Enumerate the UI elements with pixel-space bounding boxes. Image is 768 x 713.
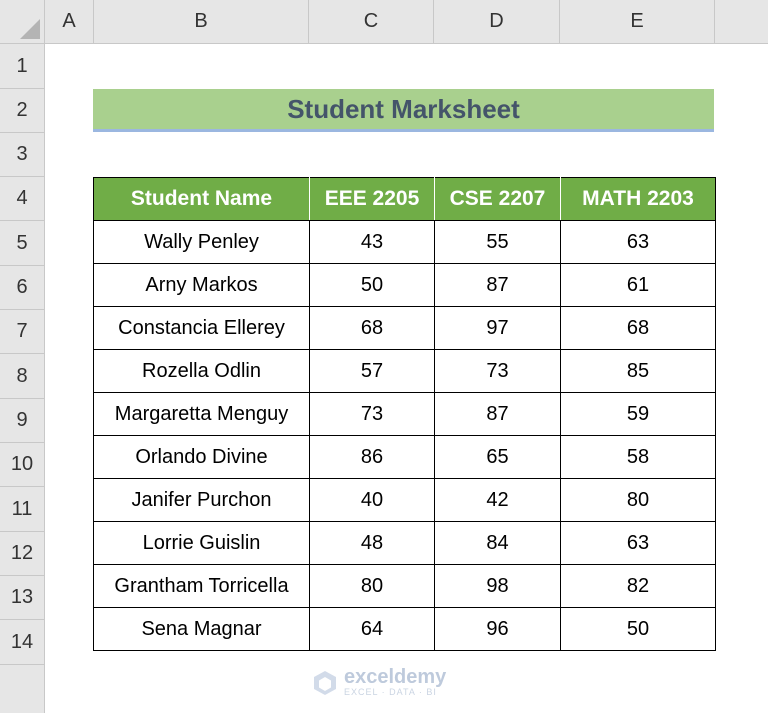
column-header-d[interactable]: D: [434, 0, 560, 44]
cell-student-name[interactable]: Orlando Divine: [94, 436, 310, 479]
cell-student-name[interactable]: Margaretta Menguy: [94, 393, 310, 436]
cell-student-name[interactable]: Janifer Purchon: [94, 479, 310, 522]
cell-cse[interactable]: 87: [435, 264, 561, 307]
row-header-7[interactable]: 7: [0, 310, 45, 354]
row-header-13[interactable]: 13: [0, 576, 45, 620]
cell-eee[interactable]: 80: [310, 565, 435, 608]
cell-student-name[interactable]: Sena Magnar: [94, 608, 310, 651]
row-header-empty[interactable]: [0, 665, 45, 713]
cell-math[interactable]: 61: [561, 264, 716, 307]
row-header-9[interactable]: 9: [0, 399, 45, 443]
cell-eee[interactable]: 73: [310, 393, 435, 436]
cell-math[interactable]: 80: [561, 479, 716, 522]
cell-eee[interactable]: 43: [310, 221, 435, 264]
table-row: [94, 393, 716, 436]
table-row: [94, 522, 716, 565]
cell-student-name[interactable]: Arny Markos: [94, 264, 310, 307]
row-header-14[interactable]: 14: [0, 620, 45, 665]
cell-math[interactable]: 63: [561, 522, 716, 565]
cell-cse[interactable]: 55: [435, 221, 561, 264]
cell-cse[interactable]: 87: [435, 393, 561, 436]
row-header-3[interactable]: 3: [0, 133, 45, 177]
table-row: [94, 350, 716, 393]
cell-cse[interactable]: 42: [435, 479, 561, 522]
header-cse-2207[interactable]: CSE 2207: [435, 178, 561, 221]
cell-eee[interactable]: 40: [310, 479, 435, 522]
cell-eee[interactable]: 86: [310, 436, 435, 479]
watermark-name: exceldemy: [344, 666, 447, 688]
row-header-6[interactable]: 6: [0, 266, 45, 310]
select-all-corner[interactable]: [0, 0, 45, 44]
cell-math[interactable]: 82: [561, 565, 716, 608]
cell-cse[interactable]: 97: [435, 307, 561, 350]
row-header-8[interactable]: 8: [0, 354, 45, 399]
cell-cse[interactable]: 84: [435, 522, 561, 565]
cell-cse[interactable]: 96: [435, 608, 561, 651]
row-header-12[interactable]: 12: [0, 532, 45, 576]
column-header-e[interactable]: E: [560, 0, 715, 44]
table-row: [94, 565, 716, 608]
row-header-10[interactable]: 10: [0, 443, 45, 487]
select-all-triangle-icon: [20, 19, 40, 39]
cell-math[interactable]: 68: [561, 307, 716, 350]
table-row: [94, 264, 716, 307]
row-header-2[interactable]: 2: [0, 89, 45, 133]
header-row: [94, 178, 716, 221]
column-header-a[interactable]: A: [45, 0, 94, 44]
row-header-11[interactable]: 11: [0, 487, 45, 532]
row-header-1[interactable]: 1: [0, 44, 45, 89]
cell-math[interactable]: 63: [561, 221, 716, 264]
cell-student-name[interactable]: Grantham Torricella: [94, 565, 310, 608]
marksheet-title-cell[interactable]: Student Marksheet: [93, 89, 714, 132]
cell-student-name[interactable]: Rozella Odlin: [94, 350, 310, 393]
row-header-4[interactable]: 4: [0, 177, 45, 221]
row-header-5[interactable]: 5: [0, 221, 45, 266]
cell-cse[interactable]: 65: [435, 436, 561, 479]
table-row: [94, 479, 716, 522]
header-math-2203[interactable]: MATH 2203: [561, 178, 716, 221]
table-row: [94, 307, 716, 350]
cell-eee[interactable]: 68: [310, 307, 435, 350]
cell-eee[interactable]: 50: [310, 264, 435, 307]
cell-eee[interactable]: 57: [310, 350, 435, 393]
column-header-b[interactable]: B: [94, 0, 309, 44]
cell-math[interactable]: 85: [561, 350, 716, 393]
cell-cse[interactable]: 73: [435, 350, 561, 393]
exceldemy-watermark: [312, 667, 446, 698]
cell-eee[interactable]: 64: [310, 608, 435, 651]
cell-student-name[interactable]: Lorrie Guislin: [94, 522, 310, 565]
cell-student-name[interactable]: Wally Penley: [94, 221, 310, 264]
column-header-c[interactable]: C: [309, 0, 434, 44]
column-header-empty[interactable]: [715, 0, 768, 44]
cell-math[interactable]: 50: [561, 608, 716, 651]
table-row: [94, 608, 716, 651]
header-eee-2205[interactable]: EEE 2205: [310, 178, 435, 221]
cell-math[interactable]: 59: [561, 393, 716, 436]
exceldemy-logo-icon: [312, 670, 338, 696]
table-row: [94, 436, 716, 479]
table-row: [94, 221, 716, 264]
watermark-tagline: EXCEL · DATA · BI: [344, 687, 437, 697]
cell-student-name[interactable]: Constancia Ellerey: [94, 307, 310, 350]
marks-table: [93, 177, 716, 651]
cell-cse[interactable]: 98: [435, 565, 561, 608]
header-student-name[interactable]: Student Name: [94, 178, 310, 221]
cell-math[interactable]: 58: [561, 436, 716, 479]
cell-eee[interactable]: 48: [310, 522, 435, 565]
